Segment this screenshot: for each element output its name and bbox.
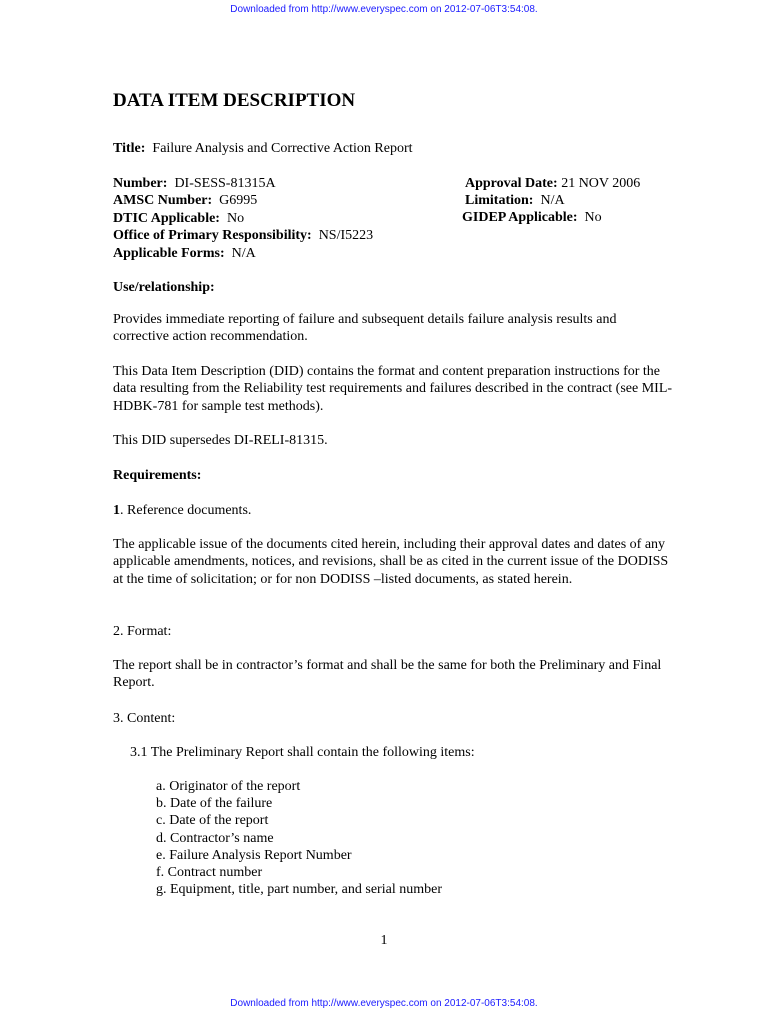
item-3-heading: 3. Content:	[113, 711, 176, 726]
field-value: No	[584, 210, 602, 225]
item-1-paragraph: The applicable issue of the documents cited herein, including their approval dates and dates of any applicable amendments, notices, and revisions, shall be as cited in the current issue of the DODISS at the time of solicitation; or for non DODISS –listed documents, as stated herein.	[113, 537, 669, 587]
list-item: f. Contract number	[156, 865, 263, 881]
item-2-paragraph: The report shall be in contractor’s format and shall be the same for both the Preliminary and Final Report.	[113, 658, 662, 691]
list-item: e. Failure Analysis Report Number	[156, 847, 352, 863]
field-label: GIDEP Applicable:	[462, 210, 578, 225]
item-number: 1	[113, 503, 120, 518]
use-heading	[113, 279, 215, 296]
fields-left	[113, 175, 373, 262]
heading-text: Requirements:	[113, 468, 202, 483]
list-item: a. Originator of the report	[156, 779, 301, 794]
use-paragraph-2: This Data Item Description (DID) contains the format and content preparation instructions for the data resulting from the Reliability test requirements and failures described in the contract (see MIL-HDBK-781 for sample test methods).	[113, 364, 673, 414]
field-value: NS/I5223	[318, 228, 374, 244]
item-2-heading: 2. Format:	[113, 624, 172, 639]
list-item: d. Contractor’s name	[156, 830, 274, 846]
field-label: DTIC Applicable:	[113, 210, 220, 226]
item-3-1: 3.1 The Preliminary Report shall contain the following items:	[130, 745, 475, 760]
document-title: DATA ITEM DESCRIPTION	[113, 90, 356, 111]
field-amsc-number	[113, 192, 373, 209]
field-limitation	[465, 192, 565, 209]
field-label: Approval Date:	[465, 176, 558, 191]
heading-text: Use/relationship:	[113, 280, 215, 295]
field-value: G6995	[219, 193, 258, 209]
field-applicable-forms	[113, 245, 373, 262]
use-paragraph-3: This DID supersedes DI-RELI-81315.	[113, 433, 328, 448]
field-label: Applicable Forms:	[113, 245, 225, 261]
download-notice-bottom: Downloaded from http://www.everyspec.com on 2012-07-06T3:54:08.	[230, 998, 538, 1009]
item-1-heading	[113, 502, 251, 519]
list-item: c. Date of the report	[156, 813, 269, 829]
list-item: g. Equipment, title, part number, and serial number	[156, 882, 442, 898]
title-label: Title:	[113, 141, 146, 156]
field-dtic-applicable	[113, 210, 373, 227]
use-paragraph-1: Provides immediate reporting of failure and subsequent details failure analysis results and corrective action recommendation.	[113, 312, 617, 345]
field-value: N/A	[540, 193, 565, 208]
field-label: AMSC Number:	[113, 193, 213, 209]
field-label: Office of Primary Responsibility:	[113, 228, 312, 244]
preliminary-items-list	[156, 778, 442, 898]
item-text: . Reference documents.	[120, 503, 252, 518]
field-value: 21 NOV 2006	[561, 176, 641, 191]
field-label: Number:	[113, 176, 168, 191]
requirements-heading	[113, 467, 201, 484]
field-gidep-applicable	[462, 209, 602, 226]
field-number	[113, 175, 373, 192]
field-office	[113, 227, 373, 244]
field-value: No	[226, 210, 245, 226]
field-approval-date	[465, 175, 640, 192]
title-field	[113, 140, 413, 157]
page-number: 1	[380, 933, 388, 948]
field-label: Limitation:	[465, 193, 534, 208]
field-value: N/A	[231, 245, 256, 261]
title-value: Failure Analysis and Corrective Action Report	[152, 141, 413, 156]
list-item: b. Date of the failure	[156, 796, 273, 812]
download-notice-top: Downloaded from http://www.everyspec.com on 2012-07-06T3:54:08.	[230, 4, 538, 15]
field-value: DI-SESS-81315A	[174, 176, 276, 191]
